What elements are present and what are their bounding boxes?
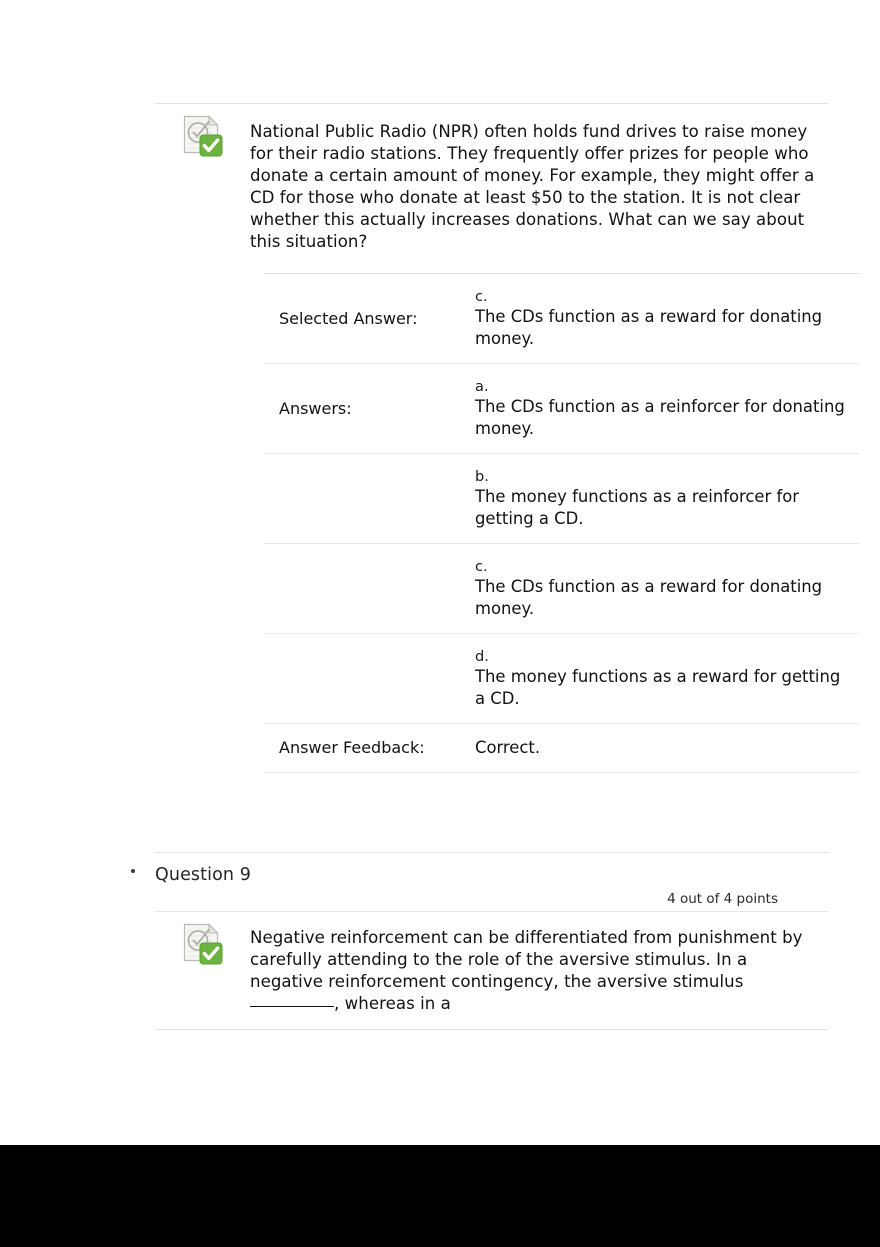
selected-answer-label: Selected Answer: (279, 308, 418, 328)
option-letter: c. (475, 558, 488, 575)
question-8-answers-table (264, 273, 859, 772)
answer-feedback-label: Answer Feedback: (264, 724, 461, 773)
correct-answer-icon (182, 114, 224, 158)
answer-feedback-value: Correct. (461, 724, 859, 773)
option-text: The CDs function as a reward for donating money. (475, 307, 823, 348)
option-letter: c. (475, 288, 488, 305)
question-8-icon-cell (155, 104, 250, 158)
table-row (264, 544, 859, 634)
option-letter: d. (475, 648, 489, 665)
question-9-content (250, 912, 828, 1029)
question-8-block (155, 103, 845, 791)
table-row (264, 364, 859, 454)
table-row (264, 634, 859, 724)
table-row (264, 724, 859, 773)
page-footer-bar (0, 1145, 880, 1247)
question-9-points: 4 out of 4 points (155, 888, 828, 912)
answer-row-label-empty (264, 454, 461, 544)
question-8-text: National Public Radio (NPR) often holds fund drives to raise money for their radio stations. They frequently offer prizes for people who donate a certain amount of money. For example, they might offer a CD for those who donate at least $50 to the station. It is not clear whether this actually increases donations. What can we say about this situation? (250, 122, 815, 251)
answer-row-label-empty (264, 544, 461, 634)
option-letter: b. (475, 468, 489, 485)
question-9-text (250, 912, 815, 1029)
fill-in-blank (250, 1006, 334, 1007)
answers-label: Answers: (264, 364, 461, 454)
table-row (264, 454, 859, 544)
question-9-icon-cell (155, 912, 250, 966)
question-9-spacer (155, 1030, 828, 1042)
correct-answer-icon (182, 922, 224, 966)
answer-option-b (461, 454, 859, 544)
list-bullet-icon (131, 869, 135, 873)
question-9-header (155, 853, 828, 912)
option-text: The money functions as a reward for getting a CD. (475, 667, 841, 708)
question-9-body (155, 912, 828, 1029)
question-8-spacer (250, 773, 828, 791)
option-text: The money functions as a reinforcer for getting a CD. (475, 487, 799, 528)
selected-answer-value (461, 274, 859, 364)
question-9-text-part2: , whereas in a (334, 994, 451, 1013)
question-8-content (250, 104, 845, 791)
question-8-body (155, 104, 845, 791)
answer-option-c (461, 544, 859, 634)
question-9-block (155, 852, 828, 1042)
question-9-text-part1: Negative reinforcement can be differentiated from punishment by carefully attending to the role of the aversive stimulus. In a negative reinforcement contingency, the aversive stimulus (250, 928, 803, 991)
option-text: The CDs function as a reinforcer for donating money. (475, 397, 845, 438)
question-9-title[interactable]: Question 9 (155, 865, 251, 885)
table-row (264, 274, 859, 364)
option-letter: a. (475, 378, 489, 395)
answer-row-label-empty (264, 634, 461, 724)
answer-option-d (461, 634, 859, 724)
answer-option-a (461, 364, 859, 454)
option-text: The CDs function as a reward for donating money. (475, 577, 823, 618)
